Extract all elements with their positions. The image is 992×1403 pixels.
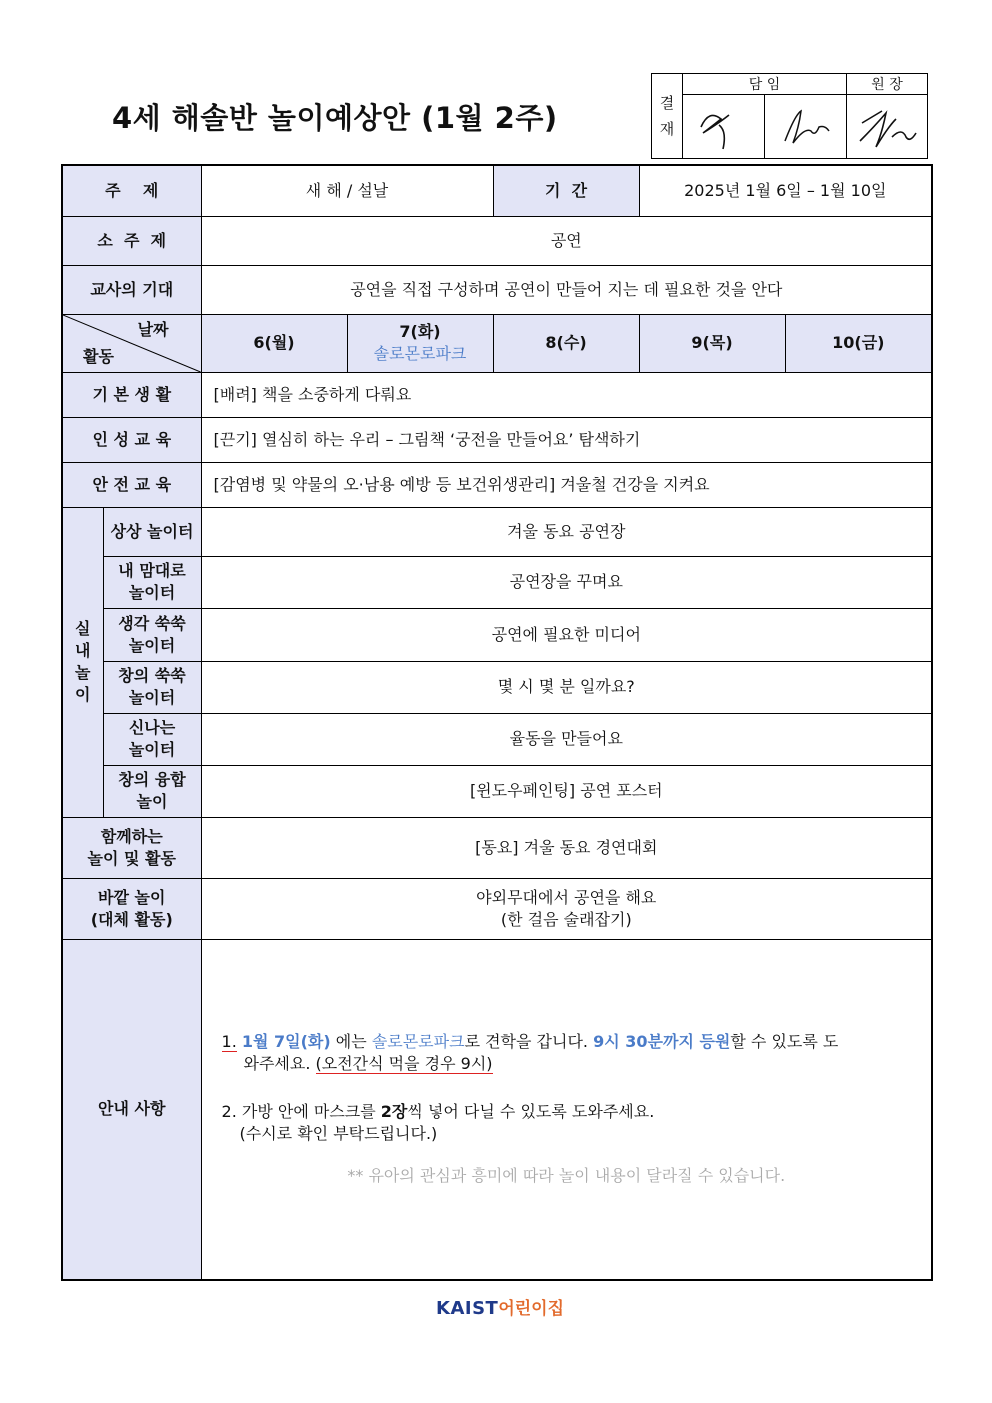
notice-text: 로 견학을 갑니다. — [464, 1032, 594, 1052]
indoor-sublabel — [103, 713, 201, 765]
row-outdoor — [62, 878, 932, 939]
day-tue — [347, 314, 493, 372]
indoor-char: 내 — [75, 641, 91, 660]
together-label-line: 함께하는 — [100, 826, 163, 846]
theme-label: 주 제 — [62, 165, 201, 216]
indoor-sublabel — [103, 608, 201, 661]
indoor-row — [62, 765, 932, 817]
date-label: 날짜 — [137, 319, 169, 339]
indoor-value: [윈도우페인팅] 공연 포스터 — [201, 765, 932, 817]
signature-teacher-2 — [765, 95, 847, 159]
approval-label-1: 결 — [659, 94, 675, 112]
expectation-value: 공연을 직접 구성하며 공연이 만들어 지는 데 필요한 것을 안다 — [201, 265, 932, 314]
approval-label-2: 재 — [659, 120, 675, 138]
basic-life-label: 기 본 생 활 — [62, 372, 201, 417]
day-thu: 9(목) — [639, 314, 785, 372]
indoor-char: 놀 — [75, 663, 91, 682]
indoor-sublabel-line: 놀이터 — [128, 583, 176, 602]
logo-kinder: 어린이집 — [498, 1299, 565, 1319]
together-label-line: 놀이 및 활동 — [87, 848, 176, 868]
indoor-sublabel-line: 신나는 — [128, 718, 176, 737]
outdoor-label-line: (대체 활동) — [90, 909, 173, 929]
director-header: 원 장 — [847, 74, 928, 95]
notice-text: 할 수 있도록 도 — [730, 1032, 839, 1052]
indoor-sublabel-line: 놀이터 — [128, 688, 176, 707]
row-expectation — [62, 265, 932, 314]
notice-label: 안내 사항 — [62, 939, 201, 1280]
date-activity-header — [62, 314, 201, 372]
notice-item-1 — [222, 1031, 912, 1075]
day-fri: 10(금) — [785, 314, 932, 372]
indoor-sublabel: 상상 놀이터 — [103, 507, 201, 556]
notice-text: 씩 넣어 다닐 수 있도록 도와주세요. — [407, 1102, 655, 1122]
signature-director — [847, 95, 928, 159]
indoor-sublabel — [103, 661, 201, 713]
row-together — [62, 817, 932, 878]
kaist-kindergarten-logo — [436, 1294, 564, 1319]
page-title: 4세 해솔반 놀이예상안 (1월 2주) — [112, 101, 558, 135]
indoor-sublabel-line: 놀이터 — [128, 740, 176, 759]
row-safety-edu — [62, 462, 932, 507]
notice-text: 2. 가방 안에 마스크를 — [221, 1102, 381, 1122]
indoor-value: 공연에 필요한 미디어 — [201, 608, 932, 661]
signature-icon — [852, 97, 922, 153]
signature-icon — [689, 97, 759, 153]
indoor-value: 겨울 동요 공연장 — [201, 507, 932, 556]
indoor-value: 몇 시 몇 분 일까요? — [201, 661, 932, 713]
period-value: 2025년 1월 6일 – 1월 10일 — [639, 165, 932, 216]
notice-item-2 — [222, 1101, 912, 1145]
notice-date: 1월 7일(화) — [241, 1032, 331, 1052]
indoor-sublabel-line: 생각 쑥쑥 — [118, 613, 186, 633]
row-theme — [62, 165, 932, 216]
notice-footnote: ** 유아의 관심과 흥미에 따라 놀이 내용이 달라질 수 있습니다. — [347, 1166, 786, 1186]
indoor-sublabel — [103, 765, 201, 817]
basic-life-value: [배려] 책을 소중하게 다뤄요 — [201, 372, 932, 417]
indoor-sublabel-line: 창의 융합 — [118, 770, 186, 789]
together-label — [62, 817, 201, 878]
outdoor-label-line: 바깥 놀이 — [98, 887, 166, 907]
indoor-char: 이 — [75, 685, 91, 704]
signature-icon — [771, 97, 841, 153]
notice-number: 1. — [221, 1032, 237, 1052]
character-edu-label: 인 성 교 육 — [62, 417, 201, 462]
day-tue-label: 7(화) — [399, 322, 441, 341]
notice-snack-note: (오전간식 먹을 경우 9시) — [315, 1054, 493, 1074]
indoor-row — [62, 713, 932, 765]
row-character-edu — [62, 417, 932, 462]
indoor-row — [62, 507, 932, 556]
notice-text: 와주세요. — [243, 1054, 316, 1074]
together-value: [동요] 겨울 동요 경연대회 — [201, 817, 932, 878]
day-tue-note: 솔로몬로파크 — [373, 344, 467, 363]
indoor-sublabel-line: 창의 쑥쑥 — [118, 666, 186, 685]
signature-teacher-1 — [683, 95, 765, 159]
notice-time: 9시 30분까지 등원 — [593, 1032, 731, 1052]
day-mon: 6(월) — [201, 314, 347, 372]
indoor-row — [62, 556, 932, 608]
teacher-header: 담 임 — [683, 74, 847, 95]
notice-mask-count: 2장 — [380, 1102, 408, 1122]
row-notice — [62, 939, 932, 1280]
weekly-plan-table — [61, 164, 933, 1281]
character-edu-value: [끈기] 열심히 하는 우리 – 그림책 ‘궁전을 만들어요’ 탐색하기 — [201, 417, 932, 462]
notice-text: 에는 — [330, 1032, 372, 1052]
safety-edu-value: [감염병 및 약물의 오·남용 예방 등 보건위생관리] 겨울철 건강을 지켜요 — [201, 462, 932, 507]
outdoor-value-line: 야외무대에서 공연을 해요 — [476, 887, 657, 907]
row-days — [62, 314, 932, 372]
approval-label — [652, 74, 683, 159]
indoor-sublabel-line: 놀이터 — [128, 635, 176, 655]
indoor-row — [62, 608, 932, 661]
period-label: 기 간 — [493, 165, 639, 216]
row-subtheme — [62, 216, 932, 265]
safety-edu-label: 안 전 교 육 — [62, 462, 201, 507]
indoor-value: 공연장을 꾸며요 — [201, 556, 932, 608]
day-wed: 8(수) — [493, 314, 639, 372]
outdoor-value — [201, 878, 932, 939]
expectation-label: 교사의 기대 — [62, 265, 201, 314]
logo-kaist: KAIST — [436, 1298, 499, 1319]
outdoor-label — [62, 878, 201, 939]
row-basic-life — [62, 372, 932, 417]
indoor-char: 실 — [75, 619, 91, 638]
indoor-sublabel-line: 내 맘대로 — [118, 561, 186, 580]
subtheme-label: 소 주 제 — [62, 216, 201, 265]
activity-label: 활동 — [83, 346, 114, 366]
approval-box — [651, 73, 928, 159]
notice-place: 솔로몬로파크 — [371, 1032, 465, 1052]
indoor-sublabel-line: 놀이 — [136, 792, 168, 811]
indoor-play-label — [62, 507, 103, 817]
theme-value: 새 해 / 설날 — [201, 165, 493, 216]
indoor-row — [62, 661, 932, 713]
subtheme-value: 공연 — [201, 216, 932, 265]
notice-content — [201, 939, 932, 1280]
indoor-value: 율동을 만들어요 — [201, 713, 932, 765]
outdoor-value-line: (한 걸음 술래잡기) — [500, 909, 632, 929]
notice-text: (수시로 확인 부탁드립니다.) — [239, 1124, 438, 1144]
indoor-sublabel — [103, 556, 201, 608]
